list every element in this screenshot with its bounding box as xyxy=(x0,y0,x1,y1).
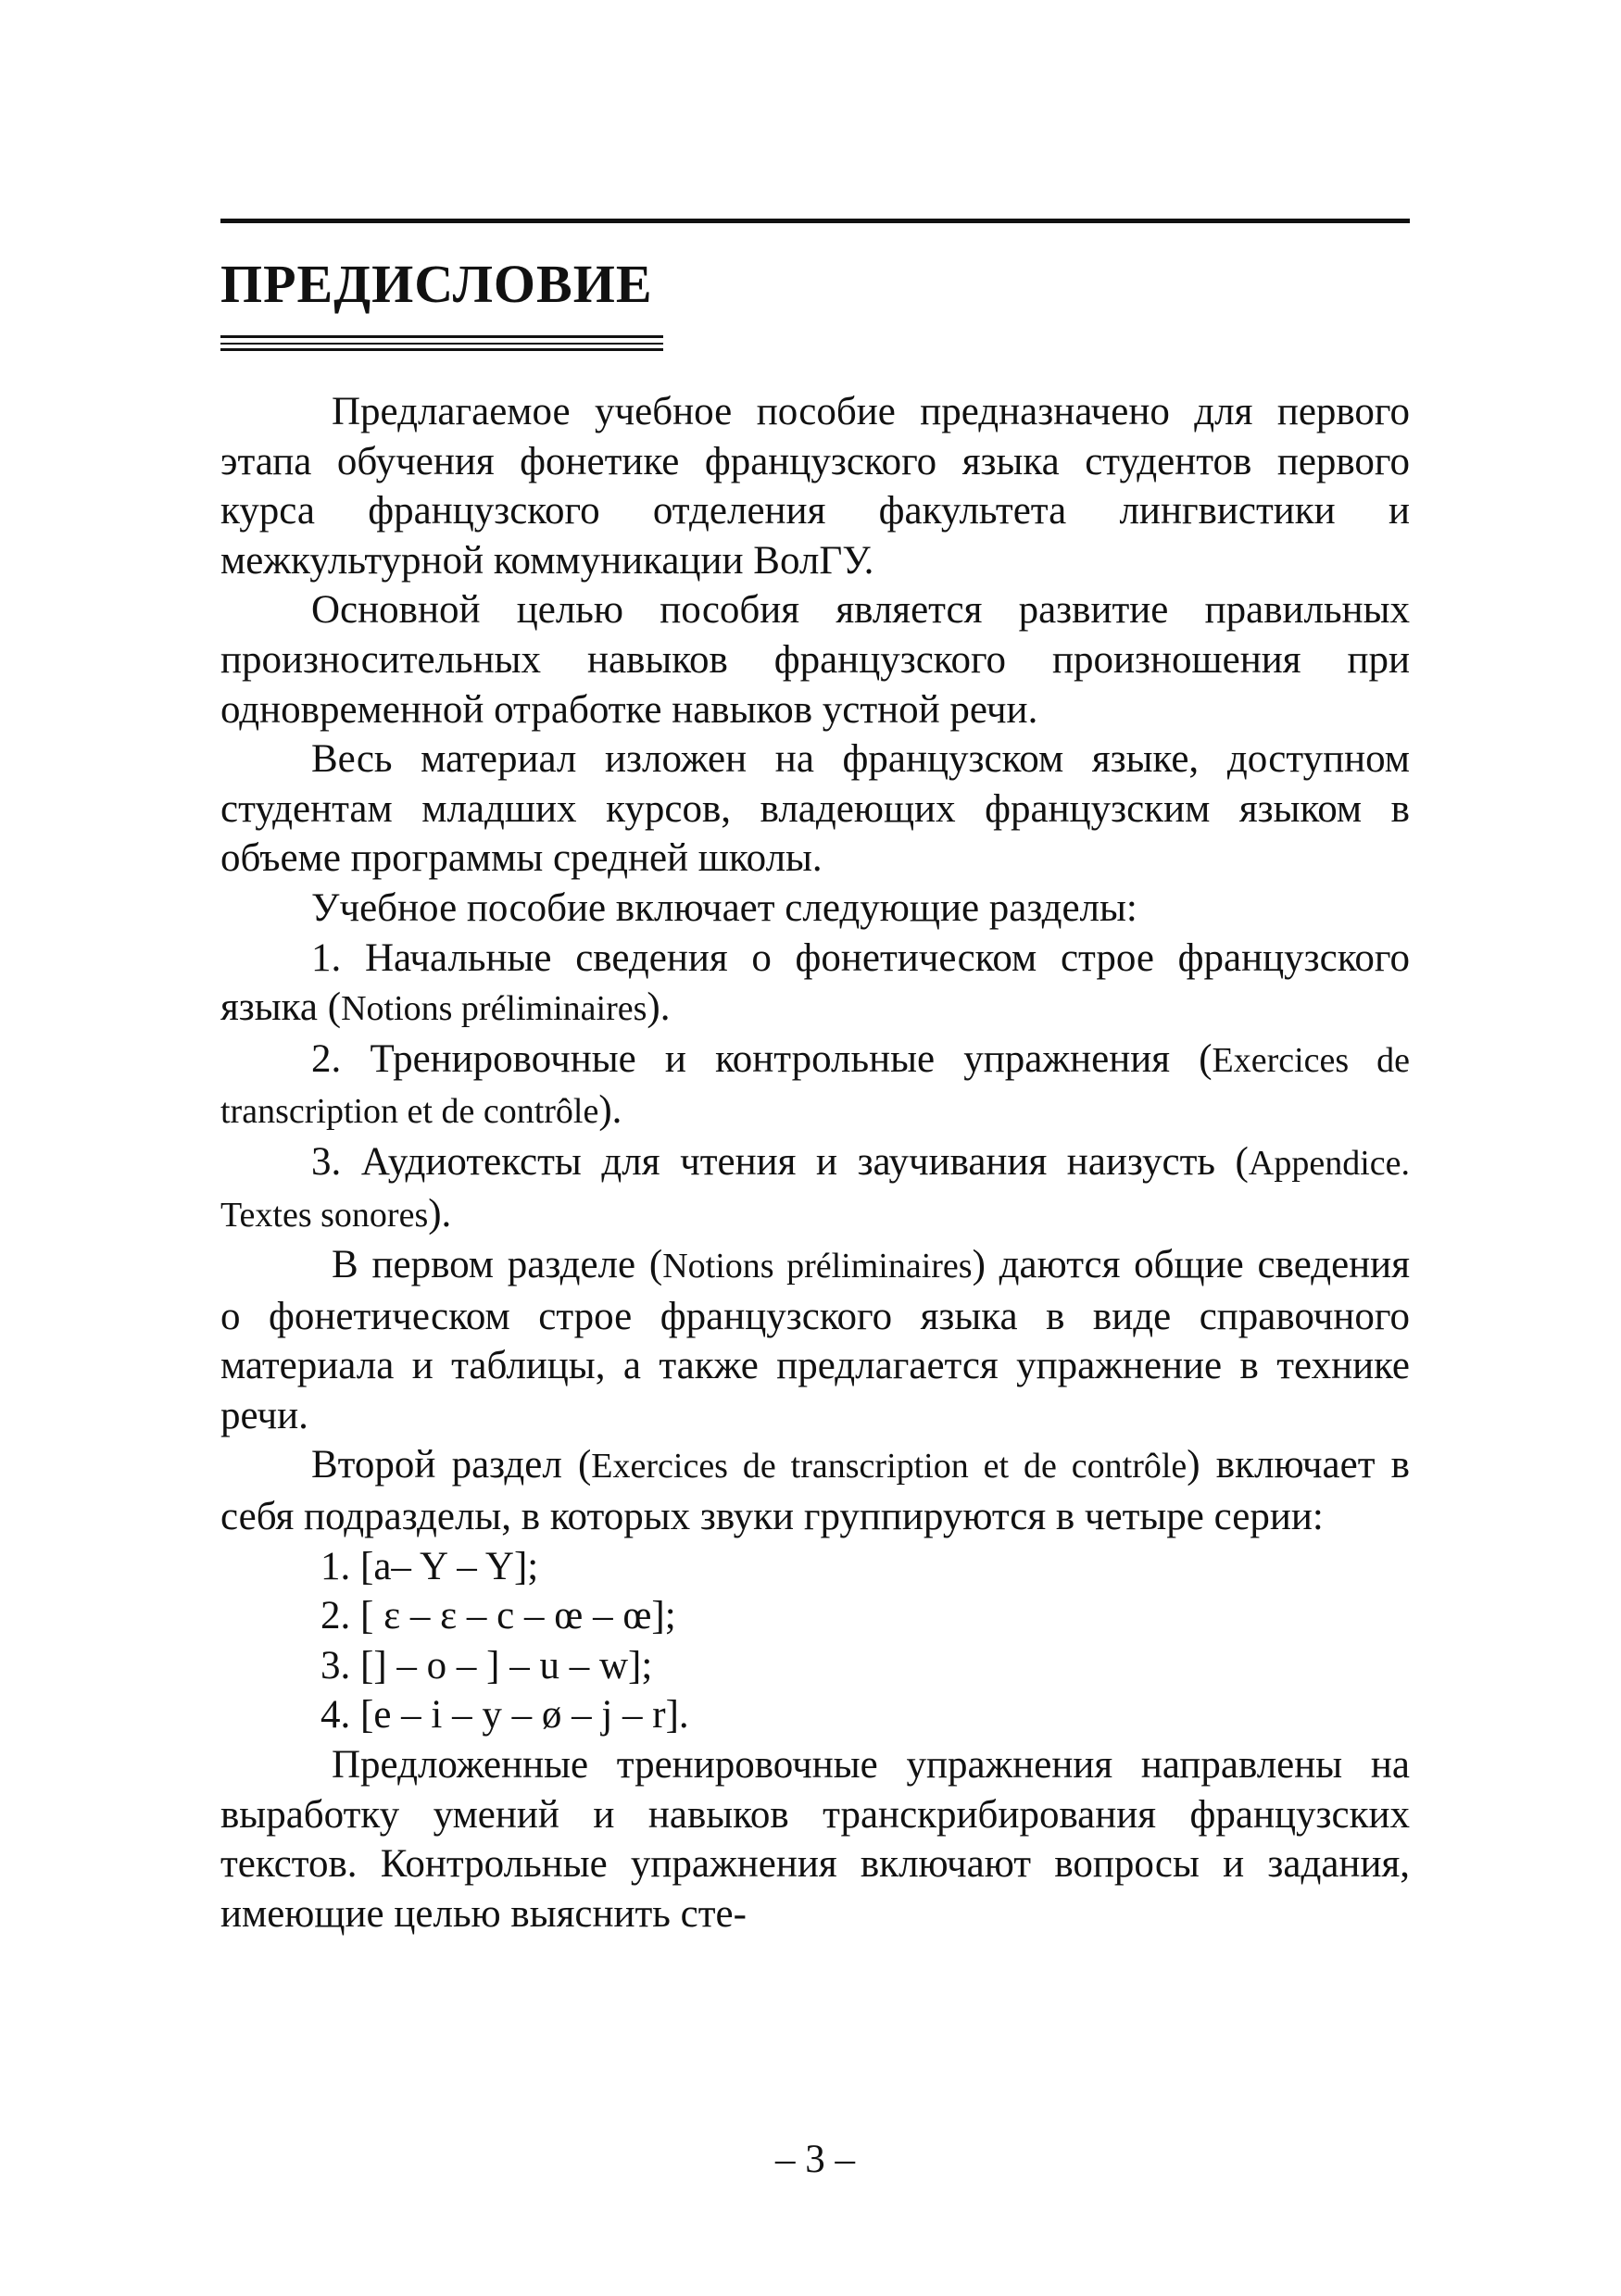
title-underline xyxy=(220,335,663,352)
list-item: 3. Аудиотексты для чтения и заучивания наизусть (Appendice. Textes sonores). xyxy=(220,1139,1410,1236)
sound-series-2: 2. [ ε – ε – c – œ – œ]; xyxy=(320,1594,676,1638)
paragraph-exercises: Предложенные тренировочные упражнения направлены на выработку умений и навыков транскрибирования французских текстов. Контрольные упражнения включают вопросы и задания, имеющие целью выяснить сте- xyxy=(220,1743,1410,1936)
paragraph-material: Весь материал изложен на французском языке, доступном студентам младших курсов, владеющих французским языком в объеме программы средней школы. xyxy=(220,737,1410,881)
top-rule xyxy=(220,219,1410,223)
sound-series-3: 3. [] – o – ] – u – w]; xyxy=(320,1643,653,1687)
list-item: 2. Тренировочные и контрольные упражнения (Exercices de transcription et de contrôle). xyxy=(220,1036,1410,1133)
book-page xyxy=(220,0,1410,2296)
sound-series-1: 1. [a– Y – Y]; xyxy=(320,1544,539,1588)
paragraph-goal: Основной целью пособия является развитие правильных произносительных навыков французского произношения при одновременной отработке навыков устной речи. xyxy=(220,588,1410,732)
list-item: 1. Начальные сведения о фонетическом строе французского языка (Notions préliminaires). xyxy=(220,935,1410,1030)
sound-series-4: 4. [e – i – y – ø – j – r]. xyxy=(320,1693,689,1738)
paragraph-intro: Предлагаемое учебное пособие предназначено для первого этапа обучения фонетике французского языка студентов первого курса французского отделения факультета лингвистики и межкультурной коммуникации ВолГУ. xyxy=(220,390,1410,583)
body-text xyxy=(220,387,1410,1938)
page-number: – 3 – xyxy=(775,2138,855,2181)
paragraph-first-section: В первом разделе (Notions préliminaires) даются общие сведения о фонетическом строе французского языка в виде справочного материала и таблицы, а также предлагается упражнение в технике речи. xyxy=(220,1243,1410,1437)
page-title: ПРЕДИСЛОВИЕ xyxy=(220,254,653,314)
paragraph-sections: Учебное пособие включает следующие разделы: xyxy=(311,885,1137,930)
paragraph-second-section: Второй раздел (Exercices de transcription et de contrôle) включает в себя подразделы, в которых звуки группируются в четыре серии: xyxy=(220,1443,1410,1539)
